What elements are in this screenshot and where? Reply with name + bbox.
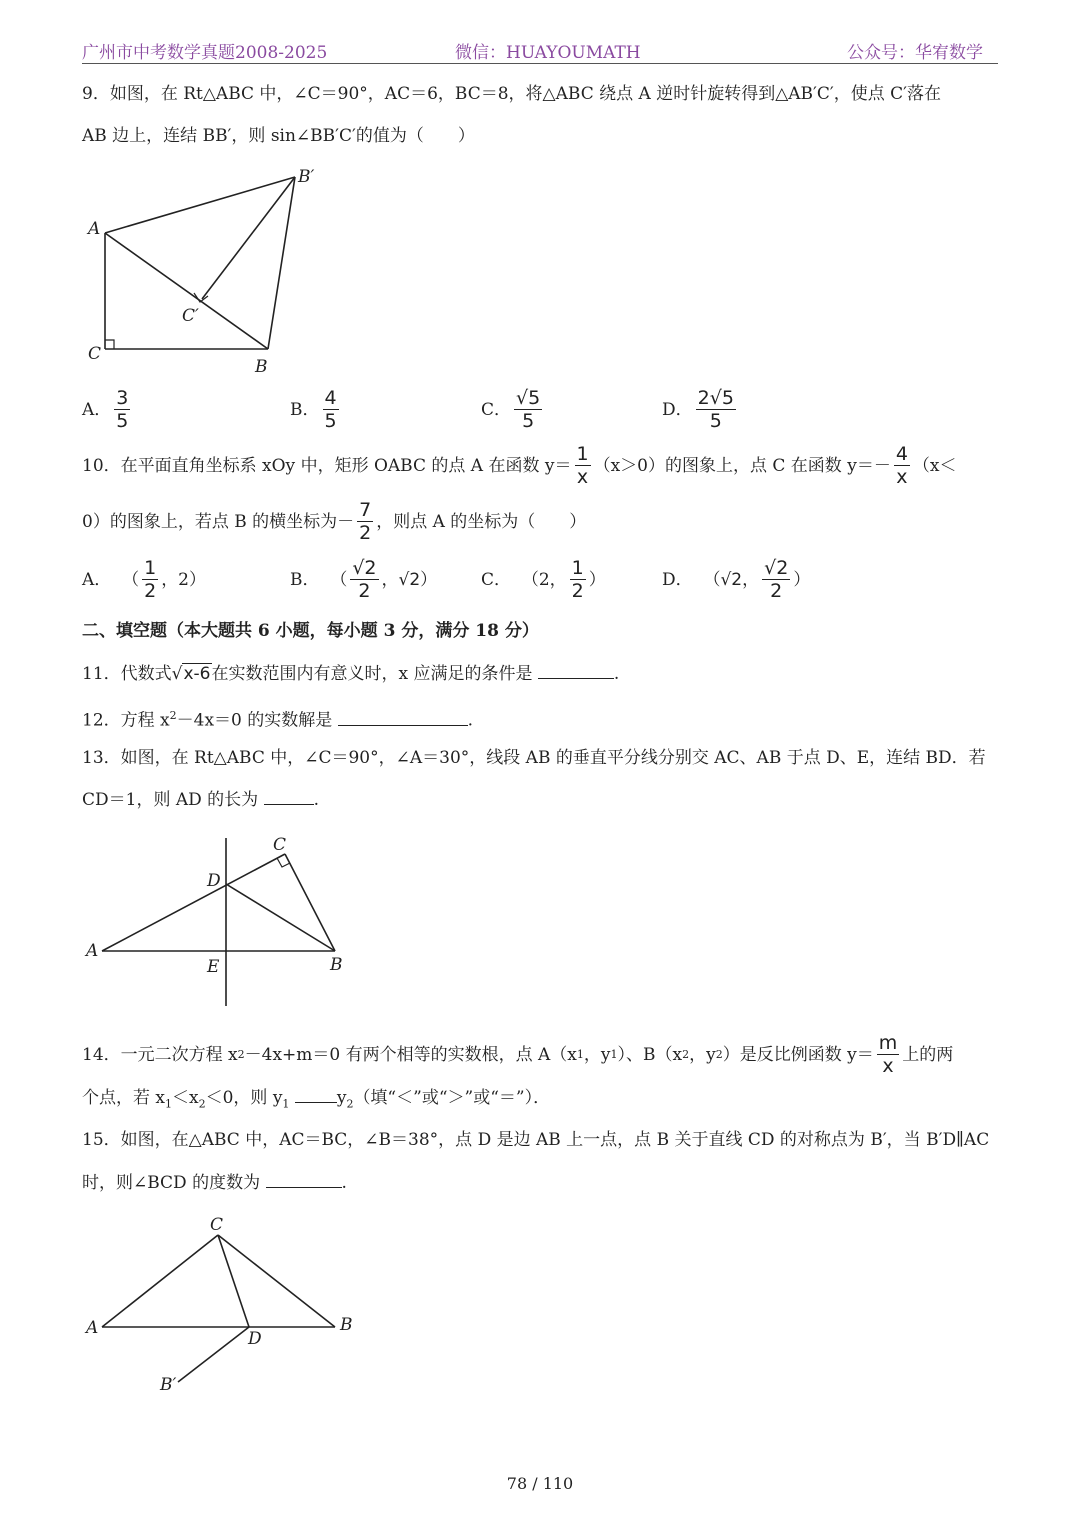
header-left: 广州市中考数学真题2008-2025 [82, 43, 328, 63]
q14-line1: 14．一元二次方程 x 2 －4x+m＝0 有两个相等的实数根，点 A（x 1 ，y 1 ）、B（x 2 ，y 2 ）是反比例函数 y＝ $\frac{m}{x}$ 上的两 [82, 1032, 954, 1077]
q13-label-e: E [207, 957, 220, 977]
q9-right-angle-c [105, 340, 114, 349]
q10-line1: 10．在平面直角坐标系 xOy 中，矩形 OABC 的点 A 在函数 y＝ $\frac{1}{x}$ （x＞0）的图象上，点 C 在函数 y＝－ $\frac{4}{x}$ （x＜ [82, 443, 957, 488]
page-number: 78 / 110 [506, 1474, 574, 1493]
q9-label-b-prime: B′ [298, 167, 315, 187]
q15-seg-cd [218, 1235, 249, 1327]
q13-label-b: B [330, 955, 343, 975]
q12-text: 12．方程 $x^2-4x=0$ 的实数解是 . [82, 709, 474, 731]
q14-line2: 个点，若 $x_1<x_2<0$，则 $y_1$ $y_2$（填“＜”或“＞”或“＝”）． [82, 1088, 551, 1111]
q11-answer-blank[interactable] [538, 662, 614, 679]
q11-text: 11．代数式√x-6在实数范围内有意义时，x 应满足的条件是 . [82, 664, 620, 684]
header-right: 公众号：华宥数学 [847, 43, 983, 63]
q9-option-d[interactable]: D． $\frac{2√5}{5}$ [662, 387, 734, 432]
q10-option-d[interactable]: D． （ √2 ， $\frac{√2}{2}$ ） [662, 557, 811, 602]
q15-label-d: D [248, 1329, 262, 1349]
q13-seg-db [226, 884, 335, 951]
q15-figure [80, 1210, 380, 1400]
q9-label-a: A [88, 219, 101, 239]
q9-seg-b-prime-b [268, 177, 295, 349]
q9-option-c[interactable]: C． $\frac{√5}{5}$ [481, 387, 541, 432]
q15-answer-blank[interactable] [266, 1171, 342, 1188]
q15-label-a: A [86, 1318, 99, 1338]
header-divider [82, 63, 998, 64]
q12-answer-blank[interactable] [338, 709, 468, 726]
q15-seg-db-prime [178, 1327, 249, 1382]
q14-answer-blank[interactable] [295, 1086, 337, 1103]
q13-line2: CD＝1，则 AD 的长为 . [82, 790, 319, 810]
q15-line2: 时，则∠BCD 的度数为 . [82, 1173, 347, 1193]
q13-label-a: A [86, 941, 99, 961]
q10-line2: 0）的图象上，若点 B 的横坐标为－ $\frac{7}{2}$ ，则点 A 的坐标为（ ） [82, 499, 587, 544]
q15-label-b-prime: B′ [160, 1375, 177, 1395]
q9-label-b: B [255, 357, 268, 377]
section2-heading: 二、填空题（本大题共 6 小题，每小题 3 分，满分 18 分） [82, 621, 539, 641]
q13-line1: 13．如图，在 Rt△ABC 中，∠C＝90°，∠A＝30°，线段 AB 的垂直平分线分别交 AC、AB 于点 D、E，连结 BD．若 [82, 748, 986, 768]
q9-line2: AB 边上，连结 BB′，则 sin∠BB′C′的值为（ ） [82, 126, 475, 146]
q15-label-b: B [340, 1315, 353, 1335]
q9-option-b[interactable]: B． $\frac{4}{5}$ [290, 387, 337, 432]
q9-seg-ab-prime [105, 177, 295, 233]
q10-option-a[interactable]: A． （ $\frac{1}{2}$ ，2） [82, 557, 207, 602]
q9-label-c: C [88, 344, 102, 364]
q9-seg-ab [105, 233, 268, 349]
q15-label-c: C [210, 1215, 224, 1235]
q10-option-c[interactable]: C． （2， $\frac{1}{2}$ ） [481, 557, 606, 602]
q15-seg-cb [218, 1235, 335, 1327]
q13-label-c: C [273, 835, 287, 855]
q13-label-d: D [207, 871, 221, 891]
q9-figure [80, 160, 330, 380]
q15-line1: 15．如图，在△ABC 中，AC＝BC，∠B＝38°，点 D 是边 AB 上一点，点 B 关于直线 CD 的对称点为 B′，当 B′D∥AC [82, 1130, 990, 1150]
q9-seg-b-prime-c-prime [202, 177, 295, 299]
q9-option-a[interactable]: A． $\frac{3}{5}$ [82, 387, 129, 432]
q15-seg-ac [102, 1235, 218, 1327]
q9-label-c-prime: C′ [182, 306, 199, 326]
q9-line1: 9．如图，在 Rt△ABC 中，∠C＝90°，AC＝6，BC＝8，将△ABC 绕点 A 逆时针旋转得到△AB′C′，使点 C′落在 [82, 84, 942, 104]
q13-figure [80, 826, 370, 1016]
q10-option-b[interactable]: B． （ $\frac{√2}{2}$ ， √2 ） [290, 557, 438, 602]
header-center: 微信：HUAYOUMATH [455, 43, 641, 63]
q13-answer-blank[interactable] [264, 788, 314, 805]
